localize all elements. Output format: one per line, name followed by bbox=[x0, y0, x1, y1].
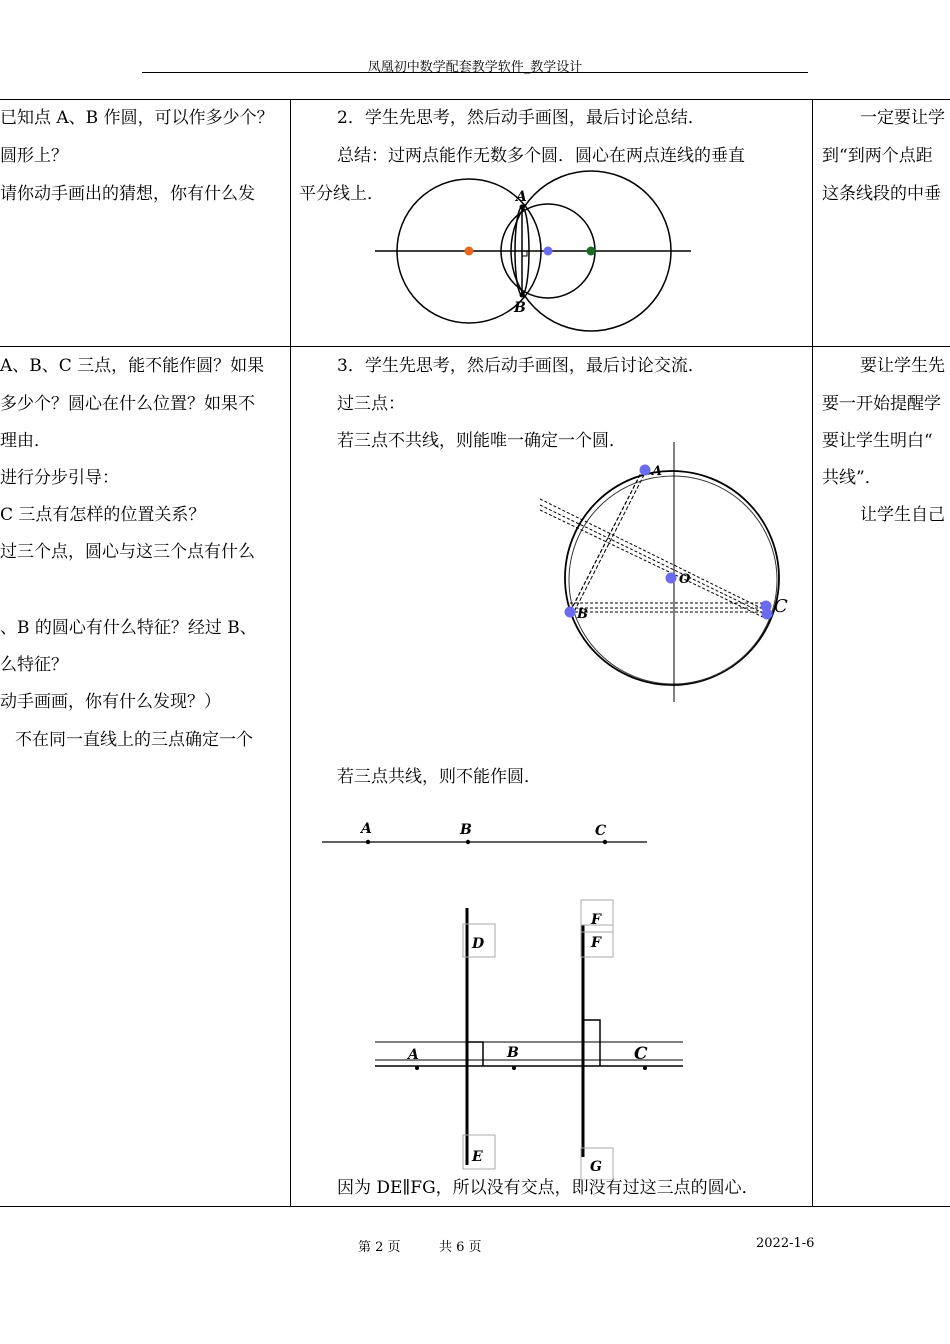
label-f: F bbox=[591, 935, 601, 951]
point-b bbox=[520, 293, 525, 298]
footer-date: 2022-1-6 bbox=[756, 1236, 815, 1251]
row2-mid-conclusion: 因为 DE∥FG，所以没有交点，即没有过这三点的圆心． bbox=[337, 1178, 759, 1198]
label-b: B bbox=[514, 300, 526, 316]
label-d: D bbox=[472, 936, 485, 952]
center-blue bbox=[544, 247, 553, 256]
bisector-dashed-1 bbox=[540, 499, 765, 610]
row1-right-line2: 到“到两个点距 bbox=[822, 146, 933, 166]
point-a bbox=[415, 1066, 419, 1070]
point-a bbox=[366, 840, 370, 844]
label-c: C bbox=[774, 596, 788, 617]
row2-mid-collinear: 若三点共线，则不能作圆． bbox=[337, 767, 541, 787]
row2-left-line5: C 三点有怎样的位置关系？ bbox=[0, 505, 206, 525]
label-b: B bbox=[577, 607, 588, 622]
row2-mid-through-three: 过三点： bbox=[337, 394, 405, 414]
label-b: B bbox=[460, 822, 472, 838]
row1-right-line1: 一定要让学 bbox=[860, 108, 945, 128]
point-c-copy bbox=[762, 609, 773, 620]
row2-right-line2: 要一开始提醒学 bbox=[822, 394, 941, 414]
row1-left-line1: 已知点 A、B 作圆，可以作多少个？ bbox=[0, 108, 274, 128]
parallel-bisectors-figure bbox=[370, 895, 690, 1180]
row2-left-line4: 进行分步引导： bbox=[0, 468, 119, 488]
point-a bbox=[520, 205, 525, 210]
point-c bbox=[603, 840, 607, 844]
label-c: C bbox=[595, 823, 607, 839]
row2-right-line1: 要让学生先 bbox=[860, 356, 945, 376]
bisector-dashed-3 bbox=[540, 510, 765, 618]
footer-total: 共 6 页 bbox=[439, 1240, 482, 1255]
label-a: A bbox=[361, 821, 372, 837]
center-green bbox=[587, 247, 596, 256]
label-a: A bbox=[516, 189, 527, 205]
footer-page: 第 2 页 bbox=[358, 1240, 401, 1255]
label-c: C bbox=[634, 1044, 648, 1064]
label-b: B bbox=[507, 1045, 519, 1061]
row1-left-line3: 请你动手画出的猜想，你有什么发 bbox=[0, 184, 255, 204]
label-f-top: F bbox=[591, 912, 601, 928]
header-rule bbox=[142, 72, 808, 73]
right-angle-ab bbox=[467, 1042, 483, 1066]
row2-right-line5: 让学生自己 bbox=[860, 505, 945, 525]
point-a bbox=[640, 465, 651, 476]
row-divider bbox=[0, 346, 950, 347]
row2-left-line9: 动手画画，你有什么发现？） bbox=[0, 692, 221, 712]
center-orange bbox=[465, 247, 474, 256]
table-top-border bbox=[0, 99, 950, 100]
row2-left-line3: 理由． bbox=[0, 431, 51, 451]
point-b bbox=[466, 840, 470, 844]
column-divider-left bbox=[290, 99, 291, 1206]
row2-right-line3: 要让学生明白“ bbox=[822, 431, 933, 451]
row2-left-line6: 过三个点，圆心与这三个点有什么 bbox=[0, 542, 255, 562]
segment-ab bbox=[570, 469, 643, 612]
circumcircle-figure bbox=[535, 440, 795, 705]
row2-mid-step: 3．学生先思考，然后动手画图，最后讨论交流． bbox=[337, 356, 705, 376]
row1-mid-step: 2．学生先思考，然后动手画图，最后讨论总结． bbox=[337, 108, 705, 128]
row1-mid-summary: 总结：过两点能作无数多个圆．圆心在两点连线的垂直 bbox=[337, 146, 745, 166]
bisector-dashed-2 bbox=[540, 505, 765, 614]
table-bottom-border bbox=[0, 1206, 950, 1207]
label-g: G bbox=[590, 1159, 602, 1175]
label-a: A bbox=[408, 1047, 419, 1063]
row2-mid-noncollinear: 若三点不共线，则能唯一确定一个圆． bbox=[337, 431, 626, 451]
two-point-circles-figure bbox=[370, 168, 700, 338]
label-a: A bbox=[652, 464, 663, 479]
label-e: E bbox=[472, 1149, 483, 1165]
column-divider-right bbox=[812, 99, 813, 1206]
point-b bbox=[565, 607, 576, 618]
label-o: O bbox=[679, 572, 691, 587]
row2-right-line4: 共线”． bbox=[822, 468, 882, 488]
row2-left-line1: A、B、C 三点，能不能作圆？如果 bbox=[0, 356, 265, 376]
header-title: 凤凰初中数学配套教学软件_教学设计 bbox=[367, 60, 583, 75]
point-b bbox=[512, 1066, 516, 1070]
row2-left-line10: 不在同一直线上的三点确定一个 bbox=[15, 730, 253, 750]
point-c bbox=[643, 1066, 647, 1070]
right-angle-bc bbox=[583, 1020, 600, 1066]
center-o bbox=[666, 573, 677, 584]
row2-left-line2: 多少个？圆心在什么位置？如果不 bbox=[0, 394, 255, 414]
row1-right-line3: 这条线段的中垂 bbox=[822, 184, 941, 204]
row1-left-line2: 圆形上？ bbox=[0, 146, 68, 166]
row2-left-line7: 、B 的圆心有什么特征？经过 B、 bbox=[0, 618, 257, 638]
row2-left-line8: 么特征？ bbox=[0, 655, 68, 675]
row1-mid-summary-cont: 平分线上． bbox=[299, 184, 384, 204]
collinear-points-figure bbox=[320, 815, 650, 855]
